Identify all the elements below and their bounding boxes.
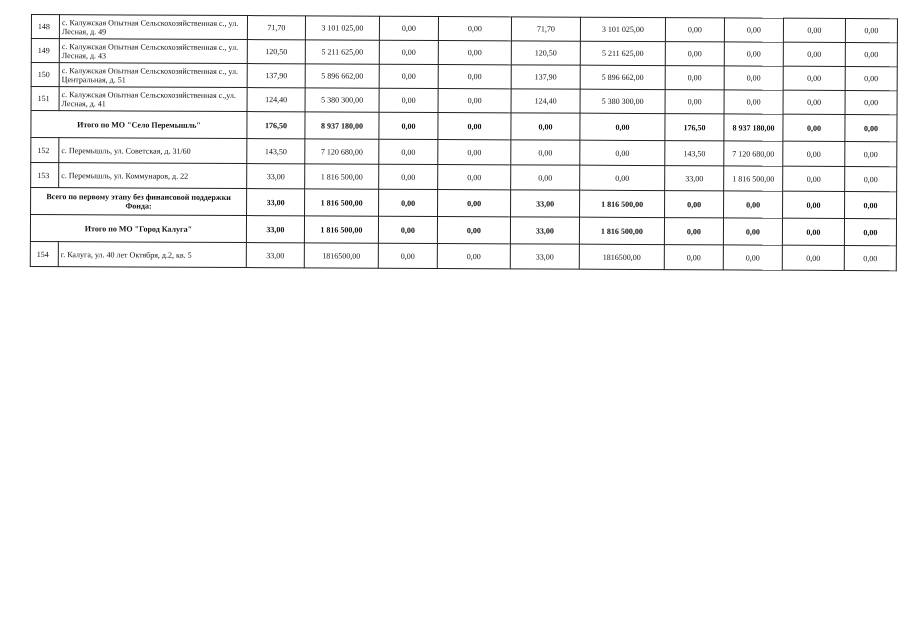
value-cell: 0,00 [438,164,511,189]
table-body [30,15,897,271]
value-cell: 0,00 [379,16,438,40]
value-cell: 33,00 [665,166,724,191]
value-cell: 1 816 500,00 [580,190,665,217]
value-cell: 0,00 [665,42,724,66]
value-cell: 0,00 [783,42,845,66]
value-cell: 0,00 [845,166,897,191]
value-cell: 1816500,00 [579,244,664,269]
value-cell: 0,00 [665,18,724,42]
value-cell: 1 816 500,00 [305,164,379,189]
value-cell: 71,70 [247,16,305,40]
total-label: Итого по МО "Село Перемышль" [31,111,247,139]
value-cell: 33,00 [511,190,580,217]
value-cell: 0,00 [845,66,897,90]
address-cell: с. Калужская Опытная Сельскохозяйственная с., ул. Центральная, д. 51 [59,63,247,88]
value-cell: 1 816 500,00 [305,189,379,216]
value-cell: 5 896 662,00 [305,64,379,88]
value-cell: 143,50 [665,141,724,166]
value-cell: 5 211 625,00 [305,40,379,64]
value-cell: 8 937 180,00 [305,112,379,139]
value-cell: 0,00 [783,166,845,191]
housing-program-table [30,14,898,271]
value-cell: 3 101 025,00 [305,16,379,40]
value-cell: 1816500,00 [304,243,378,268]
value-cell: 0,00 [783,90,845,114]
total-label: Итого по МО "Город Калуга" [30,215,246,243]
value-cell: 0,00 [783,18,845,42]
value-cell: 0,00 [844,218,896,245]
value-cell: 0,00 [379,139,438,164]
value-cell: 33,00 [246,243,304,268]
row-number: 152 [31,138,59,163]
value-cell: 0,00 [723,218,782,245]
value-cell: 0,00 [783,66,845,90]
value-cell: 0,00 [580,165,665,190]
row-number: 153 [31,163,59,188]
value-cell: 0,00 [438,16,511,40]
total-row [30,215,896,246]
value-cell: 0,00 [783,141,845,166]
value-cell: 0,00 [664,218,723,245]
value-cell: 176,50 [665,114,724,141]
address-cell: с. Перемышль, ул. Советская, д. 31/60 [59,138,247,164]
value-cell: 1 816 500,00 [724,166,783,191]
value-cell: 71,70 [511,17,580,41]
value-cell: 137,90 [247,64,305,88]
value-cell: 0,00 [724,66,783,90]
value-cell: 0,00 [783,114,845,141]
value-cell: 0,00 [580,113,665,140]
value-cell: 0,00 [782,218,844,245]
table-row [30,241,896,270]
value-cell: 0,00 [724,90,783,114]
row-number: 151 [31,87,59,111]
value-cell: 0,00 [438,88,511,112]
value-cell: 7 120 680,00 [724,141,783,166]
value-cell: 1 816 500,00 [579,217,664,244]
value-cell: 0,00 [437,243,510,268]
value-cell: 0,00 [438,112,511,139]
address-cell: с. Перемышль, ул. Коммунаров, д. 22 [59,163,247,189]
value-cell: 0,00 [438,40,511,64]
row-number: 149 [31,39,59,63]
value-cell: 1 816 500,00 [304,216,378,243]
row-number: 148 [31,15,59,39]
value-cell: 5 896 662,00 [580,65,665,89]
row-number: 154 [30,241,58,266]
value-cell: 137,90 [511,65,580,89]
value-cell: 0,00 [511,113,580,140]
value-cell: 33,00 [510,244,579,269]
value-cell: 5 380 300,00 [580,89,665,113]
value-cell: 120,50 [247,40,305,64]
value-cell: 0,00 [438,64,511,88]
value-cell: 0,00 [379,64,438,88]
value-cell: 0,00 [378,243,437,268]
value-cell: 124,40 [511,89,580,113]
value-cell: 0,00 [665,66,724,90]
value-cell: 0,00 [437,216,510,243]
value-cell: 5 380 300,00 [305,88,379,112]
value-cell: 0,00 [379,40,438,64]
value-cell: 124,40 [247,88,305,112]
value-cell: 0,00 [845,114,897,141]
address-cell: с. Калужская Опытная Сельскохозяйственная с., ул. Лесная, д. 43 [59,39,247,64]
value-cell: 0,00 [379,88,438,112]
value-cell: 0,00 [844,245,896,270]
value-cell: 7 120 680,00 [305,139,379,164]
value-cell: 33,00 [510,217,579,244]
value-cell: 0,00 [511,165,580,190]
value-cell: 0,00 [783,191,845,218]
value-cell: 0,00 [845,90,897,114]
value-cell: 33,00 [247,189,305,216]
total-row [31,111,897,142]
value-cell: 8 937 180,00 [724,114,783,141]
value-cell: 0,00 [379,112,438,139]
value-cell: 0,00 [724,191,783,218]
address-cell: г. Калуга, ул. 40 лет Октября, д.2, кв. 5 [58,242,246,268]
value-cell: 176,50 [247,112,305,139]
value-cell: 0,00 [378,216,437,243]
value-cell: 0,00 [438,139,511,164]
value-cell: 0,00 [379,189,438,216]
value-cell: 0,00 [511,140,580,165]
value-cell: 0,00 [782,245,844,270]
value-cell: 0,00 [845,141,897,166]
value-cell: 0,00 [724,42,783,66]
total-label: Всего по первому этапу без финансовой поддержки Фонда: [31,188,247,216]
value-cell: 0,00 [845,42,897,66]
address-cell: с. Калужская Опытная Сельскохозяйственная с., ул. Лесная, д. 49 [59,15,247,40]
value-cell: 0,00 [665,90,724,114]
value-cell: 0,00 [379,164,438,189]
value-cell: 5 211 625,00 [580,41,665,65]
value-cell: 0,00 [664,245,723,270]
row-number: 150 [31,63,59,87]
total-row [31,188,897,219]
value-cell: 3 101 025,00 [580,17,665,41]
value-cell: 0,00 [724,18,783,42]
value-cell: 120,50 [511,41,580,65]
value-cell: 0,00 [845,191,897,218]
value-cell: 0,00 [665,191,724,218]
value-cell: 33,00 [246,216,304,243]
value-cell: 0,00 [580,140,665,165]
value-cell: 0,00 [438,189,511,216]
value-cell: 0,00 [845,18,897,42]
value-cell: 143,50 [247,139,305,164]
value-cell: 33,00 [247,164,305,189]
address-cell: с. Калужская Опытная Сельскохозяйственная с.,ул. Лесная, д. 41 [59,87,247,112]
value-cell: 0,00 [723,245,782,270]
